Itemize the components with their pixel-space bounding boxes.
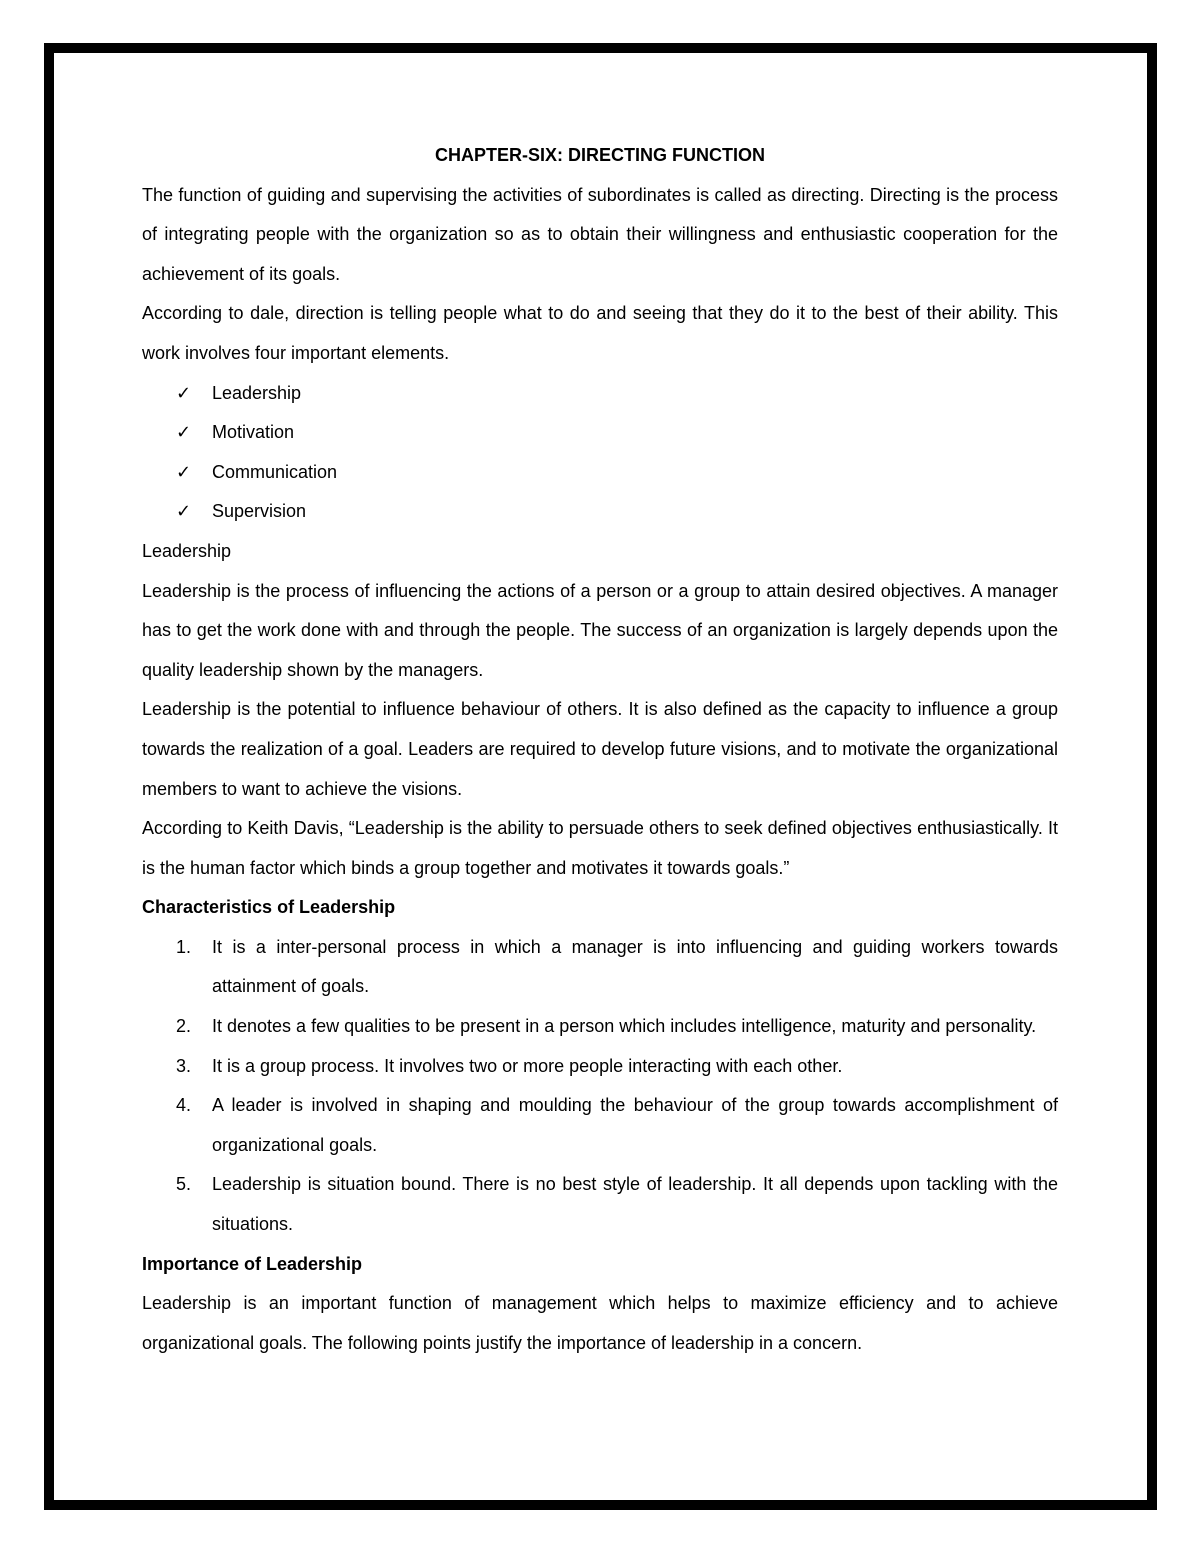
check-icon: ✓ <box>176 382 192 404</box>
list-item: ✓ Leadership <box>176 374 1058 414</box>
leadership-heading: Leadership <box>142 540 232 561</box>
importance-heading: Importance of Leadership <box>142 1253 363 1274</box>
list-item: 1. It is a inter-personal process in which a manager is into influencing and guiding workers towards attainment of goals. <box>176 936 1058 997</box>
intro-paragraph: According to dale, direction is telling people what to do and seeing that they do it to the best of their ability. This work involves four important elements. <box>142 303 1058 363</box>
document-body <box>142 136 1058 1363</box>
list-item: 2. It denotes a few qualities to be present in a person which includes intelligence, maturity and personality. <box>176 1016 1037 1037</box>
characteristics-heading: Characteristics of Leadership <box>142 897 396 918</box>
characteristics-list <box>142 928 1058 1245</box>
list-item: 3. It is a group process. It involves two or more people interacting with each other. <box>176 1055 843 1076</box>
leadership-paragraph: Leadership is the potential to influence behaviour of others. It is also defined as the capacity to influence a group towards the realization of a goal. Leaders are required to develop future visions, and to motivate the organizational members to want to achieve the visions. <box>142 699 1058 799</box>
list-item: ✓ Communication <box>176 453 1058 493</box>
check-icon: ✓ <box>176 422 192 444</box>
leadership-paragraph: According to Keith Davis, “Leadership is the ability to persuade others to seek defined objectives enthusiastically. It is the human factor which binds a group together and motivates it towards goals.” <box>142 818 1058 878</box>
check-icon: ✓ <box>176 461 192 483</box>
check-icon: ✓ <box>176 501 192 523</box>
importance-paragraph: Leadership is an important function of management which helps to maximize efficiency and to achieve organizational goals. The following points justify the importance of leadership in a concern. <box>142 1293 1058 1353</box>
list-item: 5. Leadership is situation bound. There is no best style of leadership. It all depends upon tackling with the situations. <box>176 1174 1058 1235</box>
list-item: 4. A leader is involved in shaping and moulding the behaviour of the group towards accomplishment of organizational goals. <box>176 1095 1058 1155</box>
chapter-title: CHAPTER-SIX: DIRECTING FUNCTION <box>435 145 765 165</box>
list-item: ✓ Supervision <box>176 492 1058 532</box>
leadership-paragraph: Leadership is the process of influencing the actions of a person or a group to attain desired objectives. A manager has to get the work done with and through the people. The success of an organization is largely depends upon the quality leadership shown by the managers. <box>142 580 1058 680</box>
elements-list <box>142 374 1058 532</box>
list-item: ✓ Motivation <box>176 413 1058 453</box>
intro-paragraph: The function of guiding and supervising the activities of subordinates is called as directing. Directing is the process of integrating people with the organization so as to obtain their willingness and enthusiastic cooperation for the achievement of its goals. <box>142 184 1058 284</box>
